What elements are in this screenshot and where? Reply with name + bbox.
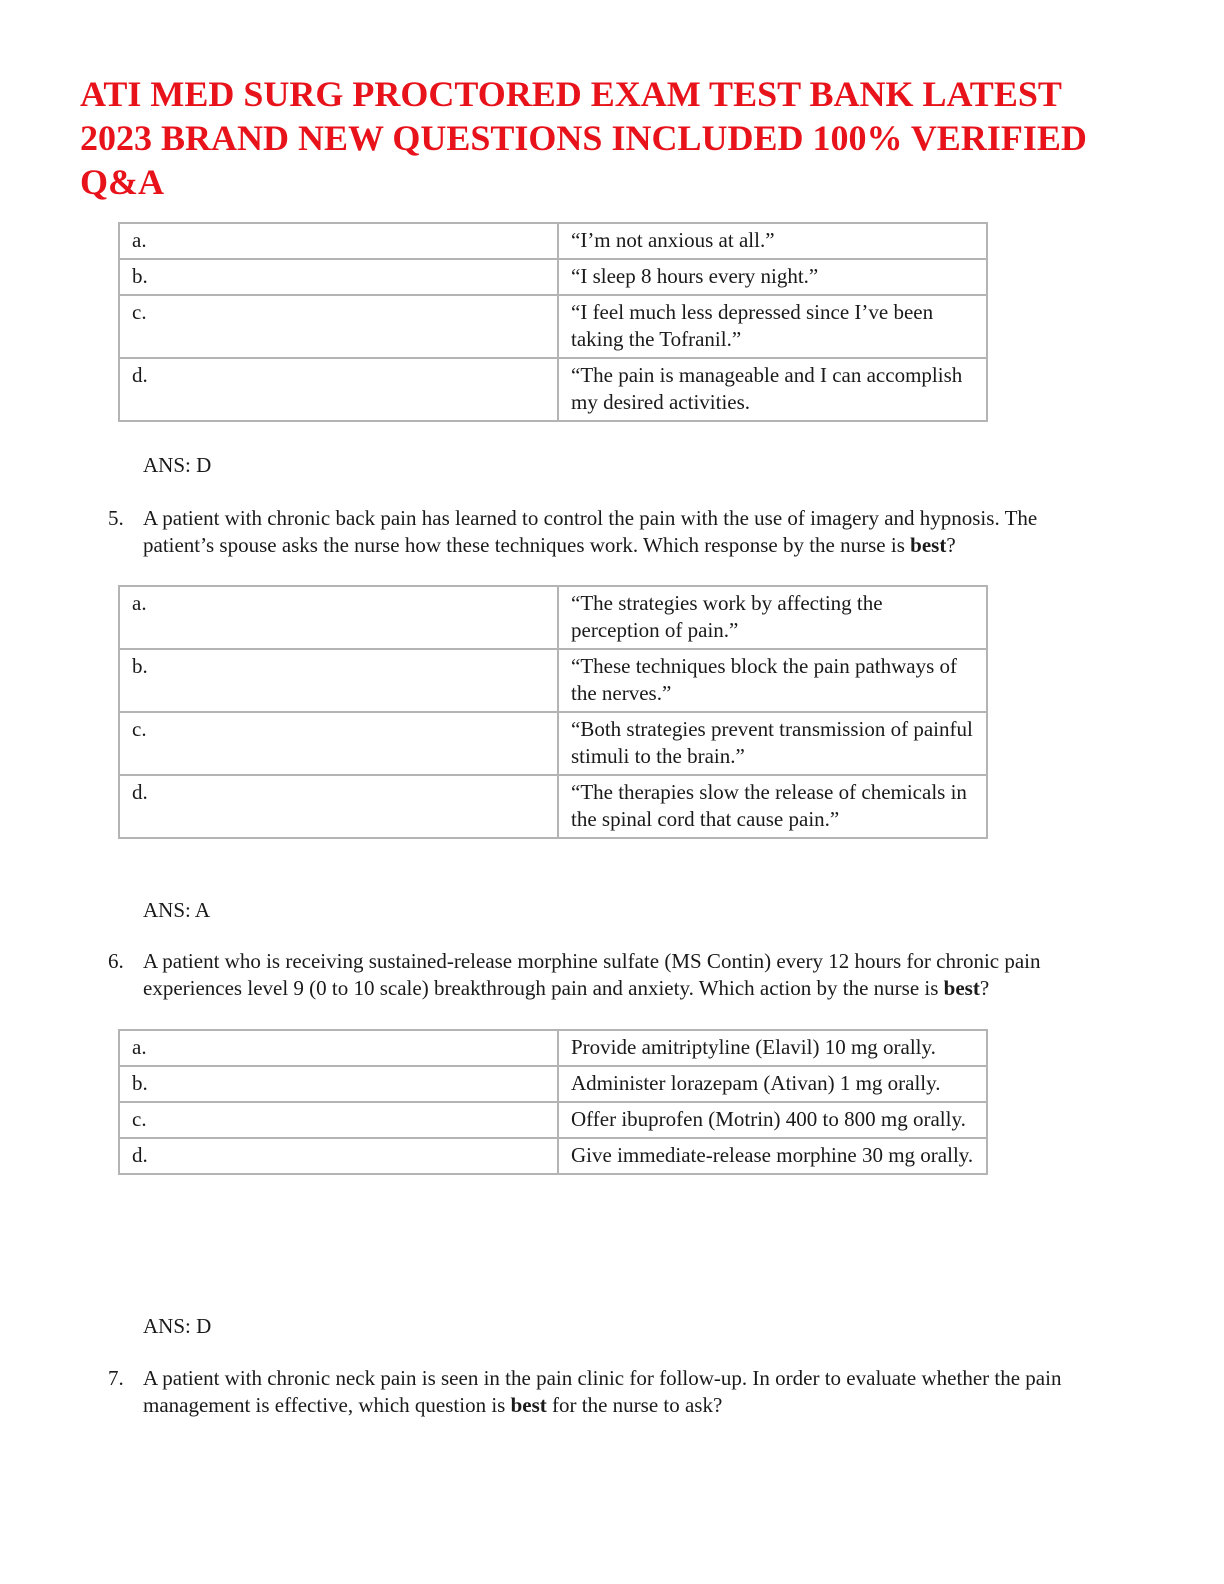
question-text-end: for the nurse to ask? xyxy=(546,1393,723,1417)
option-letter: a. xyxy=(120,224,559,260)
option-letter: d. xyxy=(120,1139,559,1175)
answer-q6: ANS: D xyxy=(143,1314,212,1338)
option-text: “These techniques block the pain pathways of the nerves.” xyxy=(559,650,988,713)
option-row xyxy=(120,296,988,359)
option-row xyxy=(120,359,988,422)
question-emphasis: best xyxy=(510,1393,547,1417)
options-table-q5 xyxy=(118,585,988,839)
option-row xyxy=(120,1103,988,1139)
options-table-q4 xyxy=(118,222,988,422)
option-letter: d. xyxy=(120,776,559,839)
question-7 xyxy=(108,1365,1088,1419)
question-number: 6. xyxy=(108,949,124,973)
option-letter: c. xyxy=(120,296,559,359)
options-table-q6 xyxy=(118,1029,988,1175)
question-text-main: A patient with chronic neck pain is seen in the pain clinic for follow-up. In order to evaluate whether the pain management is effective, which question is xyxy=(143,1366,1062,1417)
option-text: Offer ibuprofen (Motrin) 400 to 800 mg orally. xyxy=(559,1103,988,1139)
option-text: “The strategies work by affecting the perception of pain.” xyxy=(559,587,988,650)
question-text-main: A patient who is receiving sustained-release morphine sulfate (MS Contin) every 12 hours for chronic pain experiences level 9 (0 to 10 scale) breakthrough pain and anxiety. Which action by the nurse is xyxy=(143,949,1041,1000)
option-letter: d. xyxy=(120,359,559,422)
answer-q5: ANS: A xyxy=(143,898,211,922)
option-row xyxy=(120,776,988,839)
option-text: Give immediate-release morphine 30 mg orally. xyxy=(559,1139,988,1175)
option-text: Provide amitriptyline (Elavil) 10 mg orally. xyxy=(559,1031,988,1067)
option-text: “The therapies slow the release of chemicals in the spinal cord that cause pain.” xyxy=(559,776,988,839)
option-letter: b. xyxy=(120,1067,559,1103)
question-number: 5. xyxy=(108,506,124,530)
option-row xyxy=(120,1031,988,1067)
option-text: “I’m not anxious at all.” xyxy=(559,224,988,260)
option-letter: c. xyxy=(120,1103,559,1139)
option-row xyxy=(120,650,988,713)
question-number: 7. xyxy=(108,1366,124,1390)
question-6 xyxy=(108,948,1088,1002)
option-text: “Both strategies prevent transmission of painful stimuli to the brain.” xyxy=(559,713,988,776)
question-text xyxy=(143,948,1088,1002)
option-row xyxy=(120,713,988,776)
option-letter: c. xyxy=(120,713,559,776)
question-text xyxy=(143,1365,1088,1419)
option-text: Administer lorazepam (Ativan) 1 mg orally. xyxy=(559,1067,988,1103)
question-emphasis: best xyxy=(943,976,980,1000)
document-title: ATI MED SURG PROCTORED EXAM TEST BANK LATEST 2023 BRAND NEW QUESTIONS INCLUDED 100% VERIFIED Q&A xyxy=(80,74,1087,202)
question-text-main: A patient with chronic back pain has learned to control the pain with the use of imagery and hypnosis. The patient’s spouse asks the nurse how these techniques work. Which response by the nurse is xyxy=(143,506,1038,557)
option-row xyxy=(120,1067,988,1103)
option-letter: b. xyxy=(120,260,559,296)
option-letter: a. xyxy=(120,587,559,650)
option-row xyxy=(120,1139,988,1175)
answer-q4: ANS: D xyxy=(143,453,212,477)
option-row xyxy=(120,224,988,260)
question-5 xyxy=(108,505,1088,559)
question-emphasis: best xyxy=(910,533,947,557)
question-text xyxy=(143,505,1088,559)
option-letter: b. xyxy=(120,650,559,713)
option-text: “The pain is manageable and I can accomplish my desired activities. xyxy=(559,359,988,422)
option-text: “I feel much less depressed since I’ve been taking the Tofranil.” xyxy=(559,296,988,359)
option-row xyxy=(120,260,988,296)
question-text-end: ? xyxy=(979,976,990,1000)
option-text: “I sleep 8 hours every night.” xyxy=(559,260,988,296)
option-letter: a. xyxy=(120,1031,559,1067)
option-row xyxy=(120,587,988,650)
question-text-end: ? xyxy=(946,533,956,557)
